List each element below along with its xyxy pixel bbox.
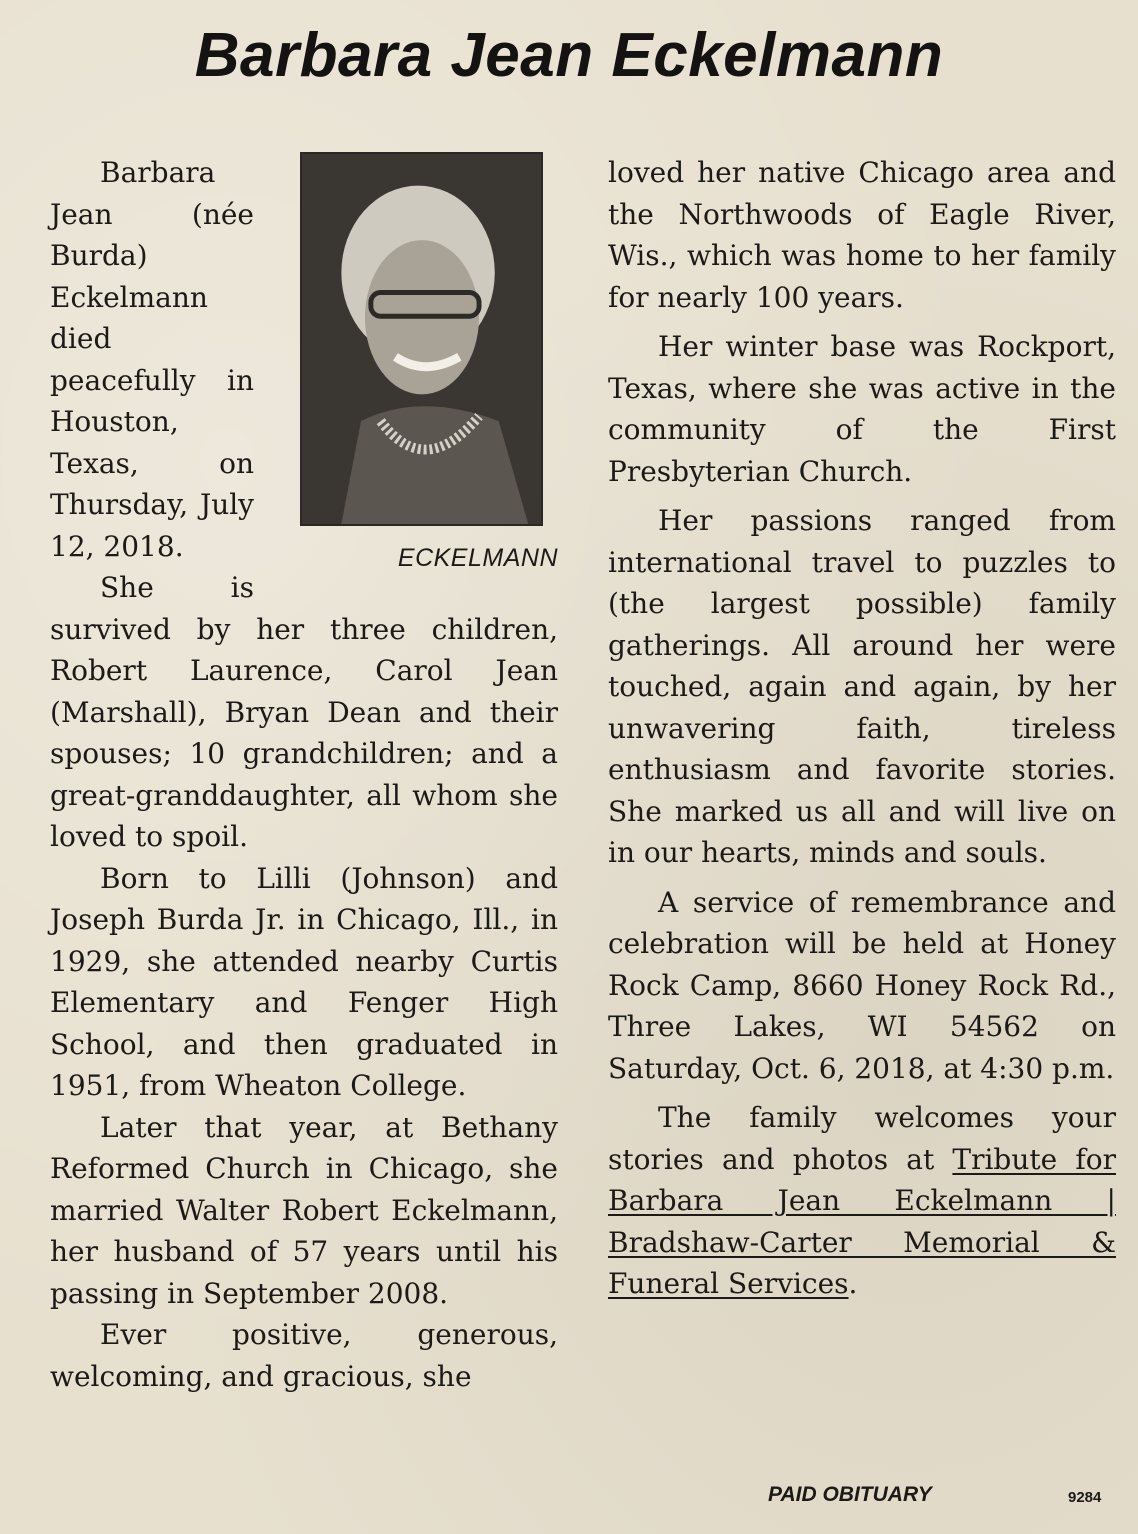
paid-obituary-label: PAID OBITUARY <box>768 1483 932 1506</box>
portrait-photo <box>300 152 543 526</box>
paragraph <box>608 1097 1116 1305</box>
paragraph: Her passions ranged from international travel to puzzles to (the largest possible) family gatherings. All around her were touched, again and again, by her unwavering faith, tireless enthusiasm and favorite stories. She marked us all and will live on in our hearts, minds and souls. <box>608 504 1116 869</box>
paragraph: Barbara Jean (née Burda) Eckelmann died peacefully in Houston, Texas, on Thursday, July 12, 2018. <box>50 156 254 563</box>
obituary-title: Barbara Jean Eckelmann <box>194 21 944 90</box>
paragraph-text: The family welcomes your stories and photos at <box>608 1101 1116 1176</box>
paragraph-end: . <box>848 1267 858 1300</box>
paragraph: She is survived by her three children, Robert Laurence, Carol Jean (Marshall), Bryan Dean and their spouses; 10 grandchildren; and a great-granddaughter, all whom she loved to spoil. <box>50 571 558 853</box>
photo-caption: ECKELMANN <box>397 544 558 572</box>
paragraph: Born to Lilli (Johnson) and Joseph Burda Jr. in Chicago, Ill., in 1929, she attended nearby Curtis Elementary and Fenger High School, and then graduated in 1951, from Wheaton College. <box>50 861 558 1102</box>
right-column <box>608 152 1116 1305</box>
paragraph: Her winter base was Rockport, Texas, where she was active in the community of the First Presbyterian Church. <box>608 330 1116 488</box>
tribute-link[interactable]: Tribute for Barbara Jean Eckelmann | Bradshaw-Carter Memorial & Funeral Services <box>608 1142 1116 1300</box>
paragraph: A service of remembrance and celebration will be held at Honey Rock Camp, 8660 Honey Rock Rd., Three Lakes, WI 54562 on Saturday, Oct. 6, 2018, at 4:30 p.m. <box>608 885 1116 1085</box>
ad-code: 9284 <box>1068 1489 1102 1506</box>
paragraph: Ever positive, generous, welcoming, and gracious, she <box>50 1318 558 1393</box>
portrait-figure <box>268 152 558 580</box>
paragraph: Later that year, at Bethany Reformed Church in Chicago, she married Walter Robert Eckelmann, her husband of 57 years until his passing in September 2008. <box>50 1110 558 1310</box>
paragraph: loved her native Chicago area and the Northwoods of Eagle River, Wis., which was home to her family for nearly 100 years. <box>608 156 1116 314</box>
left-column <box>50 152 558 1397</box>
